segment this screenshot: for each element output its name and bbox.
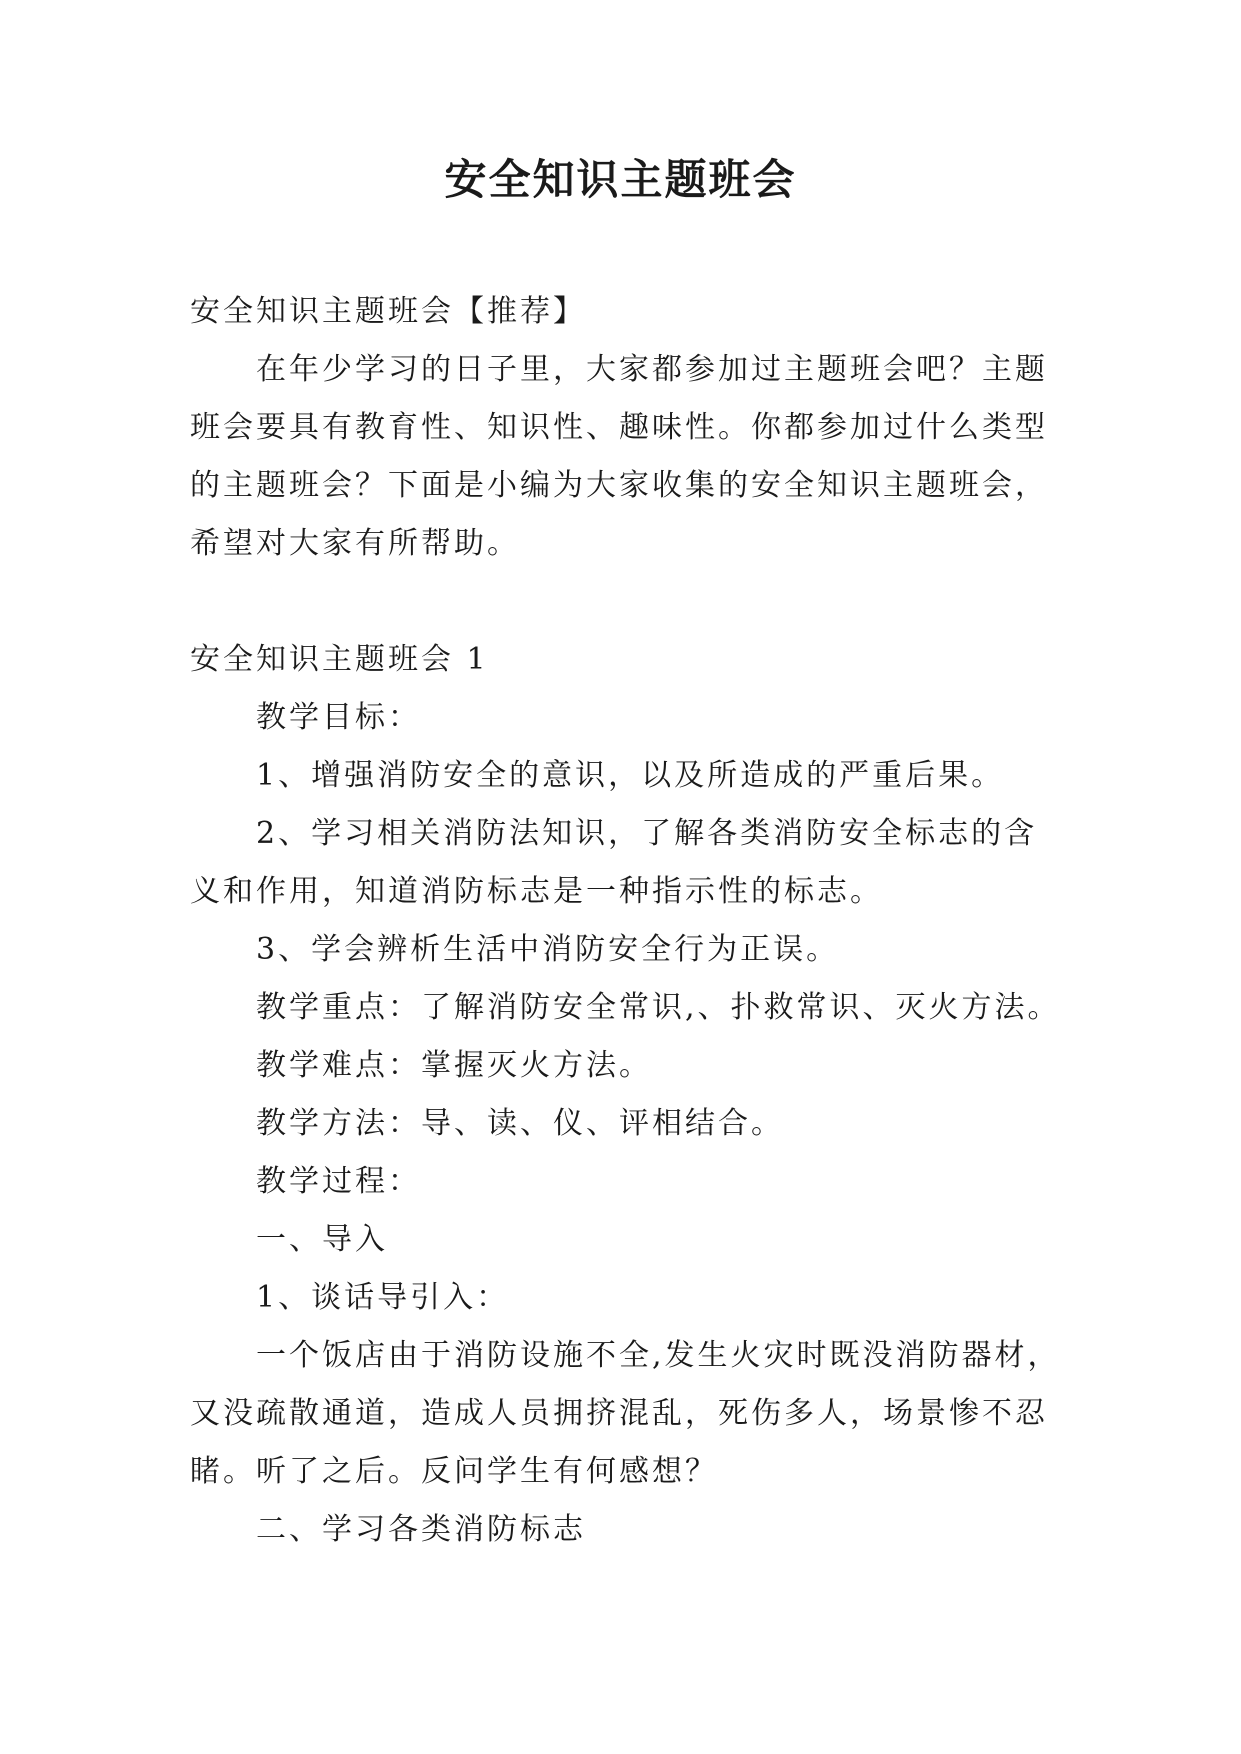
document-title: 安全知识主题班会	[444, 155, 797, 204]
body-paragraph: 教学难点：掌握灭火方法。	[256, 1048, 652, 1083]
body-paragraph: 2、学习相关消防法知识，了解各类消防安全标志的含义和作用，知道消防标志是一种指示性的标志。	[190, 816, 1038, 909]
body-paragraph: 3、学会辨析生活中消防安全行为正误。	[256, 932, 840, 967]
subtitle-paragraph: 安全知识主题班会【推荐】	[190, 294, 586, 329]
body-paragraph: 一、导入	[256, 1222, 388, 1257]
section-heading: 安全知识主题班会 1	[190, 642, 489, 677]
body-paragraph: 1、增强消防安全的意识，以及所造成的严重后果。	[256, 758, 1005, 793]
body-paragraph: 二、学习各类消防标志	[256, 1512, 586, 1547]
body-paragraph: 1、谈话导引入：	[256, 1280, 510, 1315]
body-paragraph: 教学过程：	[256, 1164, 421, 1199]
intro-paragraph: 在年少学习的日子里，大家都参加过主题班会吧？主题班会要具有教育性、知识性、趣味性。你都参加过什么类型的主题班会？下面是小编为大家收集的安全知识主题班会，希望对大家有所帮助。	[190, 352, 1048, 561]
body-paragraph: 教学重点：了解消防安全常识,、扑救常识、灭火方法。	[256, 990, 1061, 1025]
document-body	[190, 283, 1070, 1559]
body-paragraph: 一个饭店由于消防设施不全,发生火灾时既没消防器材，又没疏散通道，造成人员拥挤混乱，死伤多人，场景惨不忍睹。听了之后。反问学生有何感想？	[190, 1338, 1061, 1489]
body-paragraph: 教学目标：	[256, 700, 421, 735]
body-paragraph: 教学方法：导、读、仪、评相结合。	[256, 1106, 784, 1141]
